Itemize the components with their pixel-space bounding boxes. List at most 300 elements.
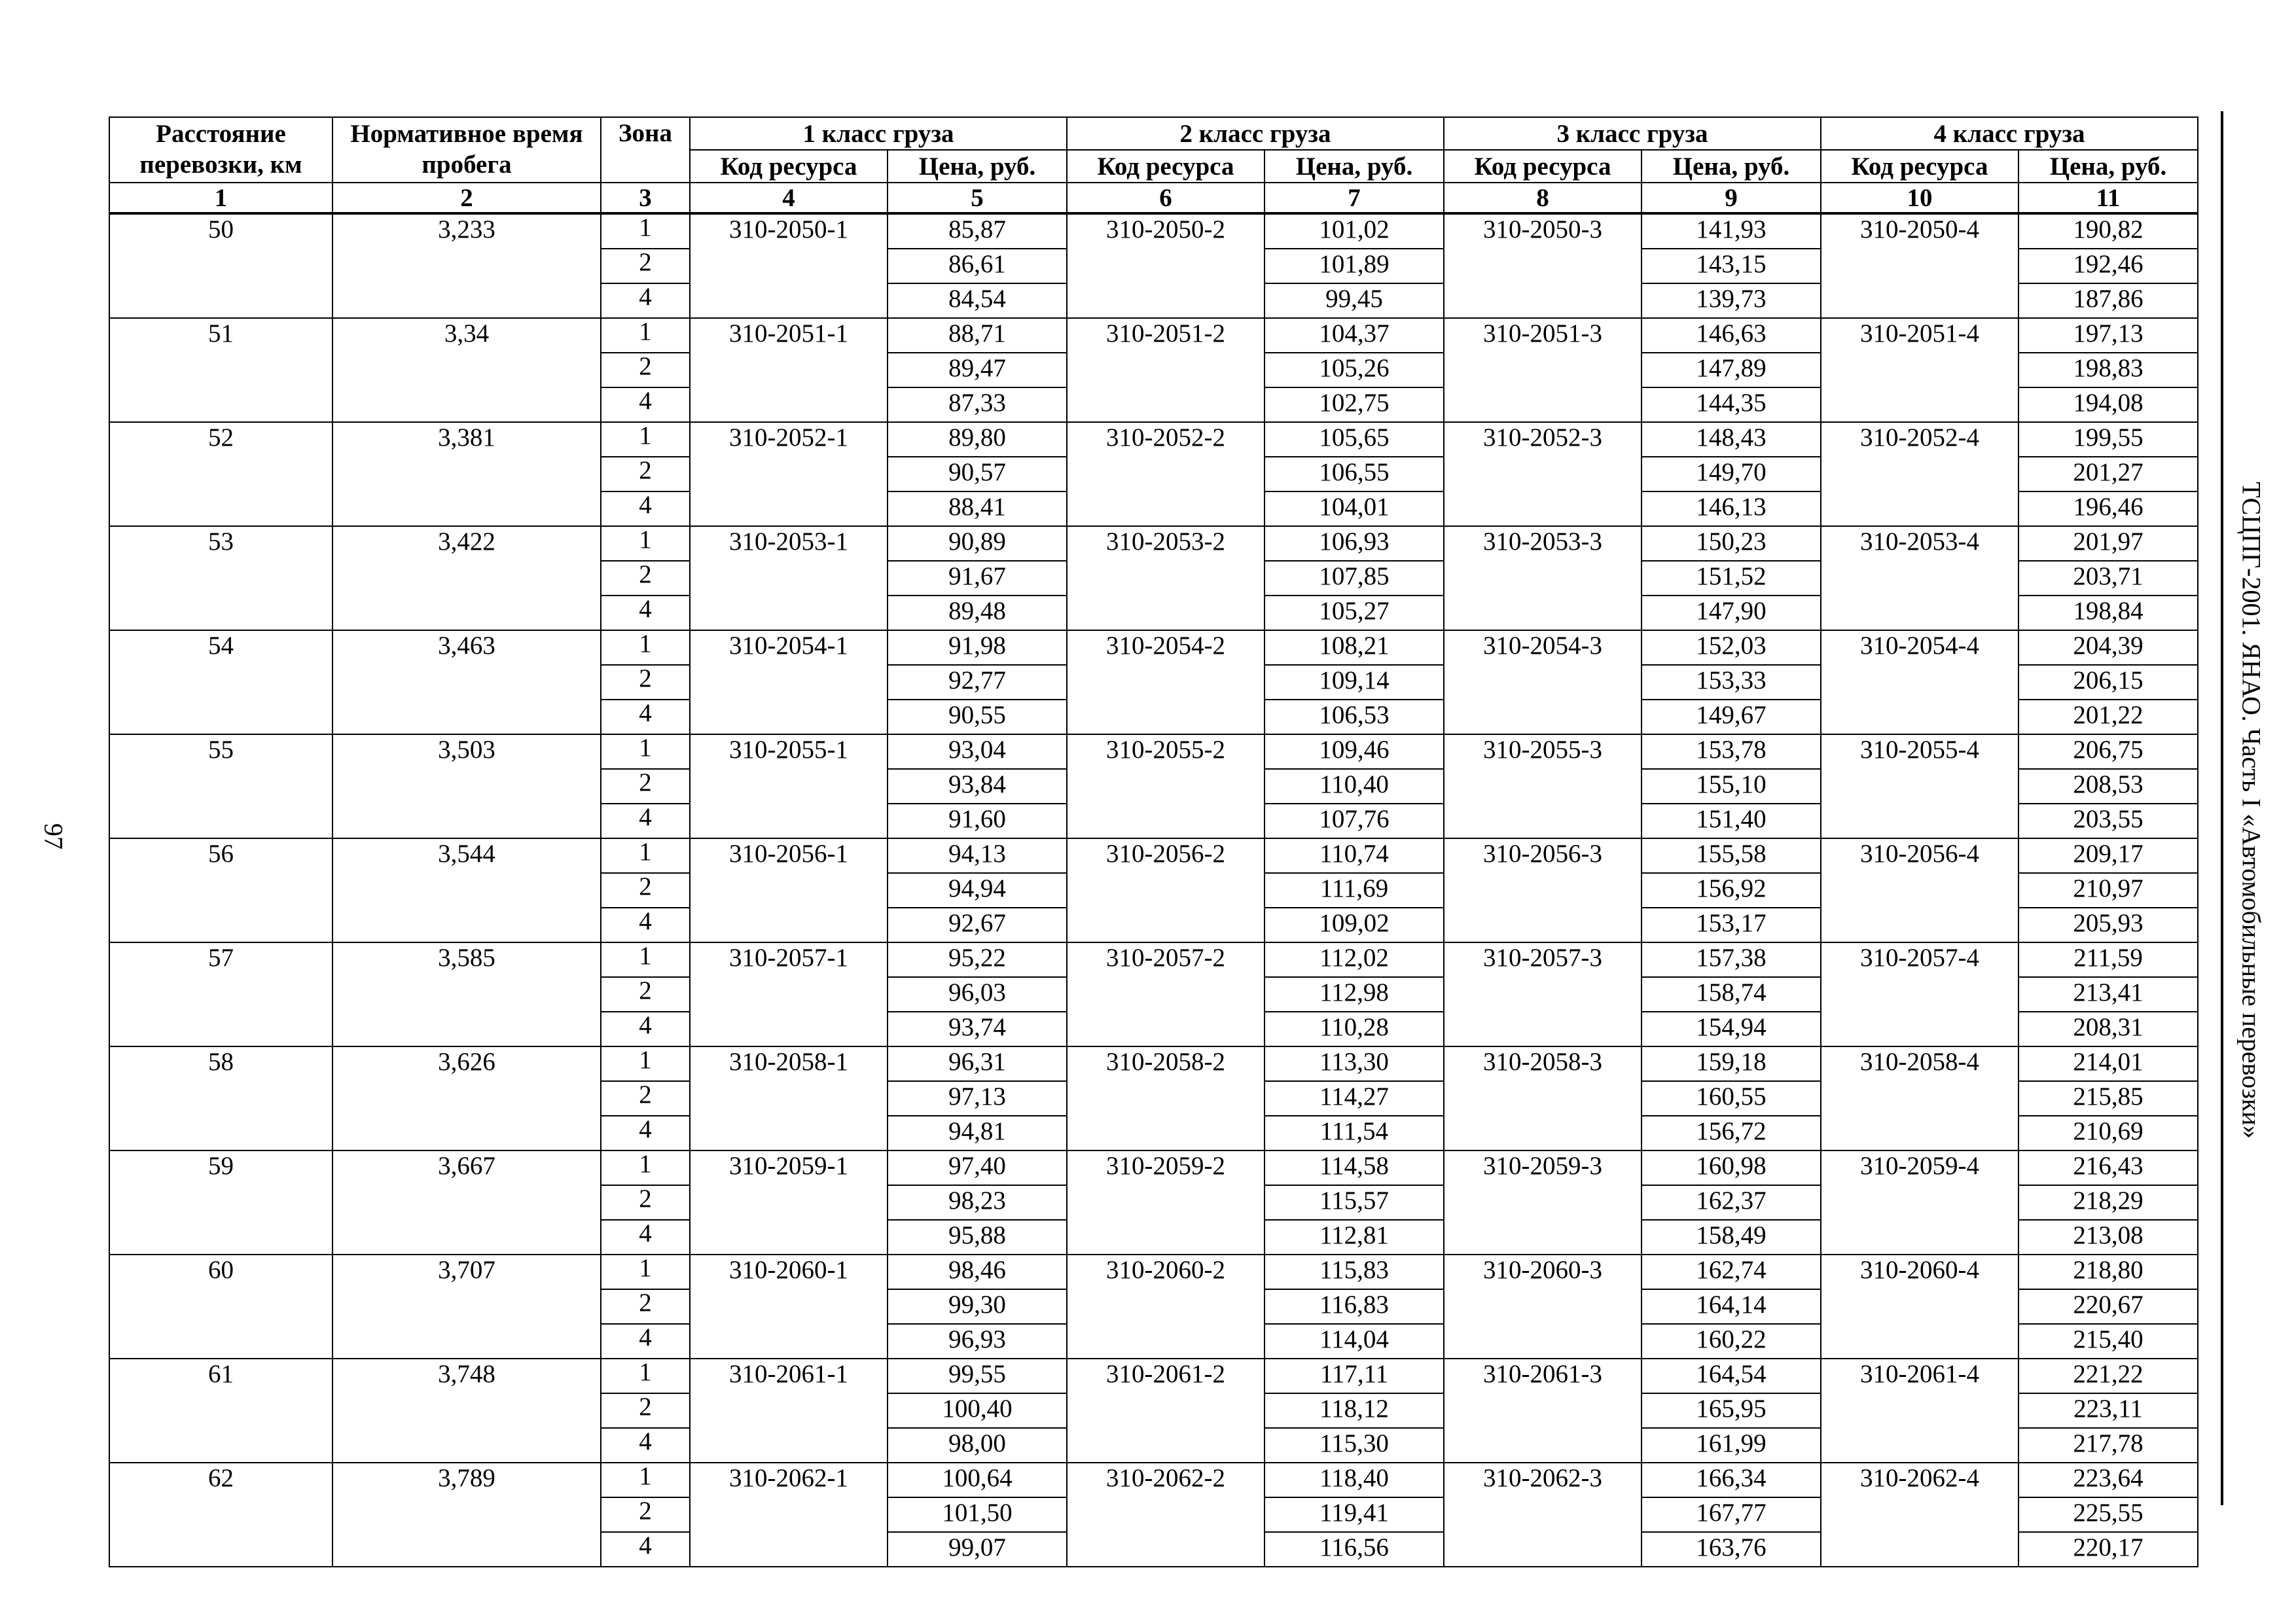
resource-code-cell: 310-2051-1 [690, 318, 888, 422]
run-time-cell: 3,789 [332, 1463, 601, 1567]
header-class-4: 4 класс груза [1821, 117, 2198, 150]
zone-cell: 2 [601, 665, 690, 700]
price-cell: 90,89 [888, 526, 1067, 561]
price-cell: 99,07 [888, 1532, 1067, 1567]
price-cell: 153,78 [1641, 734, 1821, 769]
price-cell: 114,27 [1265, 1081, 1444, 1116]
zone-cell: 2 [601, 873, 690, 908]
header-code-3: Код ресурса [1444, 150, 1641, 183]
price-cell: 143,15 [1641, 249, 1821, 283]
resource-code-cell: 310-2062-3 [1444, 1463, 1641, 1567]
column-number: 3 [601, 183, 690, 213]
price-cell: 167,77 [1641, 1497, 1821, 1532]
price-cell: 114,58 [1265, 1150, 1444, 1185]
price-cell: 165,95 [1641, 1393, 1821, 1428]
price-cell: 104,37 [1265, 318, 1444, 353]
price-cell: 96,31 [888, 1046, 1067, 1081]
price-cell: 158,49 [1641, 1220, 1821, 1255]
resource-code-cell: 310-2059-2 [1067, 1150, 1265, 1255]
price-cell: 144,35 [1641, 387, 1821, 422]
price-cell: 97,40 [888, 1150, 1067, 1185]
run-time-cell: 3,544 [332, 838, 601, 942]
resource-code-cell: 310-2060-3 [1444, 1255, 1641, 1359]
price-cell: 89,47 [888, 353, 1067, 387]
resource-code-cell: 310-2059-1 [690, 1150, 888, 1255]
resource-code-cell: 310-2056-3 [1444, 838, 1641, 942]
price-cell: 206,75 [2018, 734, 2198, 769]
price-cell: 146,63 [1641, 318, 1821, 353]
zone-cell: 4 [601, 1220, 690, 1255]
price-cell: 107,76 [1265, 804, 1444, 838]
price-cell: 110,40 [1265, 769, 1444, 804]
price-cell: 218,80 [2018, 1255, 2198, 1289]
zone-cell: 4 [601, 804, 690, 838]
price-cell: 115,57 [1265, 1185, 1444, 1220]
column-number: 1 [109, 183, 332, 213]
price-cell: 187,86 [2018, 283, 2198, 318]
header-code-2: Код ресурса [1067, 150, 1265, 183]
column-number: 8 [1444, 183, 1641, 213]
resource-code-cell: 310-2052-1 [690, 422, 888, 526]
resource-code-cell: 310-2061-2 [1067, 1359, 1265, 1463]
price-cell: 101,50 [888, 1497, 1067, 1532]
price-cell: 85,87 [888, 213, 1067, 249]
zone-cell: 2 [601, 249, 690, 283]
distance-cell: 58 [109, 1046, 332, 1150]
run-time-cell: 3,707 [332, 1255, 601, 1359]
distance-cell: 56 [109, 838, 332, 942]
distance-cell: 59 [109, 1150, 332, 1255]
price-cell: 116,56 [1265, 1532, 1444, 1567]
price-cell: 88,41 [888, 491, 1067, 526]
resource-code-cell: 310-2060-4 [1821, 1255, 2018, 1359]
price-cell: 198,83 [2018, 353, 2198, 387]
resource-code-cell: 310-2056-2 [1067, 838, 1265, 942]
price-cell: 105,65 [1265, 422, 1444, 457]
resource-code-cell: 310-2053-4 [1821, 526, 2018, 630]
price-cell: 210,97 [2018, 873, 2198, 908]
resource-code-cell: 310-2052-4 [1821, 422, 2018, 526]
resource-code-cell: 310-2054-2 [1067, 630, 1265, 734]
price-cell: 118,40 [1265, 1463, 1444, 1497]
price-cell: 201,27 [2018, 457, 2198, 491]
price-cell: 105,27 [1265, 596, 1444, 630]
price-cell: 119,41 [1265, 1497, 1444, 1532]
price-cell: 84,54 [888, 283, 1067, 318]
table-row [109, 942, 2198, 977]
price-cell: 141,93 [1641, 213, 1821, 249]
run-time-cell: 3,503 [332, 734, 601, 838]
zone-cell: 1 [601, 422, 690, 457]
distance-cell: 61 [109, 1359, 332, 1463]
price-cell: 93,04 [888, 734, 1067, 769]
price-cell: 98,00 [888, 1428, 1067, 1463]
price-cell: 90,55 [888, 700, 1067, 734]
resource-code-cell: 310-2054-1 [690, 630, 888, 734]
price-cell: 149,67 [1641, 700, 1821, 734]
header-zone: Зона [601, 117, 690, 183]
price-cell: 162,37 [1641, 1185, 1821, 1220]
price-cell: 164,54 [1641, 1359, 1821, 1393]
price-cell: 104,01 [1265, 491, 1444, 526]
price-cell: 225,55 [2018, 1497, 2198, 1532]
zone-cell: 1 [601, 1359, 690, 1393]
table-body [109, 213, 2198, 1567]
price-cell: 151,40 [1641, 804, 1821, 838]
header-price-2: Цена, руб. [1265, 150, 1444, 183]
header-class-2: 2 класс груза [1067, 117, 1444, 150]
zone-cell: 2 [601, 769, 690, 804]
run-time-cell: 3,34 [332, 318, 601, 422]
price-cell: 117,11 [1265, 1359, 1444, 1393]
price-cell: 151,52 [1641, 561, 1821, 596]
price-cell: 93,84 [888, 769, 1067, 804]
resource-code-cell: 310-2056-1 [690, 838, 888, 942]
resource-code-cell: 310-2054-4 [1821, 630, 2018, 734]
right-margin-rule [2221, 111, 2223, 1505]
distance-cell: 57 [109, 942, 332, 1046]
zone-cell: 2 [601, 1185, 690, 1220]
price-cell: 160,98 [1641, 1150, 1821, 1185]
zone-cell: 2 [601, 353, 690, 387]
distance-cell: 54 [109, 630, 332, 734]
run-time-cell: 3,463 [332, 630, 601, 734]
distance-cell: 52 [109, 422, 332, 526]
price-cell: 160,22 [1641, 1324, 1821, 1359]
zone-cell: 2 [601, 457, 690, 491]
price-cell: 211,59 [2018, 942, 2198, 977]
price-cell: 110,74 [1265, 838, 1444, 873]
price-cell: 203,71 [2018, 561, 2198, 596]
price-cell: 111,69 [1265, 873, 1444, 908]
zone-cell: 2 [601, 1081, 690, 1116]
resource-code-cell: 310-2051-3 [1444, 318, 1641, 422]
resource-code-cell: 310-2050-4 [1821, 213, 2018, 318]
price-table [109, 116, 2198, 1567]
price-cell: 199,55 [2018, 422, 2198, 457]
zone-cell: 4 [601, 387, 690, 422]
price-cell: 96,93 [888, 1324, 1067, 1359]
price-cell: 155,58 [1641, 838, 1821, 873]
distance-cell: 55 [109, 734, 332, 838]
run-time-cell: 3,381 [332, 422, 601, 526]
price-cell: 197,13 [2018, 318, 2198, 353]
zone-cell: 1 [601, 1463, 690, 1497]
table-row [109, 734, 2198, 769]
price-cell: 108,21 [1265, 630, 1444, 665]
price-cell: 95,88 [888, 1220, 1067, 1255]
resource-code-cell: 310-2062-4 [1821, 1463, 2018, 1567]
header-price-1: Цена, руб. [888, 150, 1067, 183]
price-cell: 106,55 [1265, 457, 1444, 491]
price-cell: 111,54 [1265, 1116, 1444, 1150]
run-time-cell: 3,748 [332, 1359, 601, 1463]
table-row [109, 1359, 2198, 1393]
header-price-4: Цена, руб. [2018, 150, 2198, 183]
column-number: 7 [1265, 183, 1444, 213]
resource-code-cell: 310-2051-2 [1067, 318, 1265, 422]
column-number: 9 [1641, 183, 1821, 213]
price-cell: 216,43 [2018, 1150, 2198, 1185]
resource-code-cell: 310-2053-2 [1067, 526, 1265, 630]
price-cell: 223,11 [2018, 1393, 2198, 1428]
price-cell: 210,69 [2018, 1116, 2198, 1150]
resource-code-cell: 310-2057-1 [690, 942, 888, 1046]
zone-cell: 1 [601, 213, 690, 249]
table-row [109, 1150, 2198, 1185]
zone-cell: 2 [601, 1497, 690, 1532]
zone-cell: 1 [601, 526, 690, 561]
price-cell: 115,30 [1265, 1428, 1444, 1463]
zone-cell: 1 [601, 1150, 690, 1185]
table-row [109, 526, 2198, 561]
price-cell: 213,08 [2018, 1220, 2198, 1255]
zone-cell: 2 [601, 1289, 690, 1324]
header-class-3: 3 класс груза [1444, 117, 1821, 150]
price-cell: 220,67 [2018, 1289, 2198, 1324]
price-cell: 98,23 [888, 1185, 1067, 1220]
price-cell: 217,78 [2018, 1428, 2198, 1463]
zone-cell: 2 [601, 977, 690, 1012]
price-cell: 109,02 [1265, 908, 1444, 942]
column-number: 6 [1067, 183, 1265, 213]
price-cell: 94,81 [888, 1116, 1067, 1150]
price-cell: 220,17 [2018, 1532, 2198, 1567]
table-header [109, 117, 2198, 213]
price-cell: 88,71 [888, 318, 1067, 353]
price-cell: 192,46 [2018, 249, 2198, 283]
price-cell: 92,77 [888, 665, 1067, 700]
price-cell: 148,43 [1641, 422, 1821, 457]
distance-cell: 50 [109, 213, 332, 318]
header-code-1: Код ресурса [690, 150, 888, 183]
running-title: ТСЦПГ-2001. ЯНАО. Часть I «Автомобильные перевозки» [2236, 482, 2267, 1139]
column-number: 4 [690, 183, 888, 213]
run-time-cell: 3,585 [332, 942, 601, 1046]
price-cell: 203,55 [2018, 804, 2198, 838]
price-cell: 149,70 [1641, 457, 1821, 491]
zone-cell: 4 [601, 908, 690, 942]
zone-cell: 2 [601, 1393, 690, 1428]
zone-cell: 4 [601, 491, 690, 526]
price-cell: 96,03 [888, 977, 1067, 1012]
price-cell: 213,41 [2018, 977, 2198, 1012]
price-cell: 115,83 [1265, 1255, 1444, 1289]
price-cell: 99,30 [888, 1289, 1067, 1324]
price-cell: 118,12 [1265, 1393, 1444, 1428]
header-time: Нормативное время пробега [332, 117, 601, 183]
zone-cell: 4 [601, 1012, 690, 1046]
header-price-3: Цена, руб. [1641, 150, 1821, 183]
resource-code-cell: 310-2058-4 [1821, 1046, 2018, 1150]
price-cell: 112,81 [1265, 1220, 1444, 1255]
resource-code-cell: 310-2060-2 [1067, 1255, 1265, 1359]
resource-code-cell: 310-2056-4 [1821, 838, 2018, 942]
price-cell: 94,13 [888, 838, 1067, 873]
price-cell: 163,76 [1641, 1532, 1821, 1567]
resource-code-cell: 310-2061-1 [690, 1359, 888, 1463]
price-cell: 215,40 [2018, 1324, 2198, 1359]
price-cell: 204,39 [2018, 630, 2198, 665]
price-cell: 101,02 [1265, 213, 1444, 249]
table-row [109, 213, 2198, 249]
price-cell: 150,23 [1641, 526, 1821, 561]
price-cell: 95,22 [888, 942, 1067, 977]
price-cell: 218,29 [2018, 1185, 2198, 1220]
price-cell: 146,13 [1641, 491, 1821, 526]
header-class-1: 1 класс груза [690, 117, 1067, 150]
zone-cell: 1 [601, 734, 690, 769]
price-cell: 97,13 [888, 1081, 1067, 1116]
zone-cell: 4 [601, 1532, 690, 1567]
price-cell: 109,14 [1265, 665, 1444, 700]
price-cell: 166,34 [1641, 1463, 1821, 1497]
price-cell: 208,31 [2018, 1012, 2198, 1046]
price-cell: 110,28 [1265, 1012, 1444, 1046]
resource-code-cell: 310-2058-3 [1444, 1046, 1641, 1150]
price-cell: 93,74 [888, 1012, 1067, 1046]
price-cell: 113,30 [1265, 1046, 1444, 1081]
price-cell: 91,60 [888, 804, 1067, 838]
price-cell: 156,92 [1641, 873, 1821, 908]
zone-cell: 1 [601, 318, 690, 353]
price-cell: 205,93 [2018, 908, 2198, 942]
distance-cell: 62 [109, 1463, 332, 1567]
price-cell: 86,61 [888, 249, 1067, 283]
zone-cell: 4 [601, 1324, 690, 1359]
distance-cell: 60 [109, 1255, 332, 1359]
price-cell: 153,33 [1641, 665, 1821, 700]
resource-code-cell: 310-2062-2 [1067, 1463, 1265, 1567]
distance-cell: 53 [109, 526, 332, 630]
price-cell: 89,80 [888, 422, 1067, 457]
price-cell: 112,98 [1265, 977, 1444, 1012]
price-cell: 159,18 [1641, 1046, 1821, 1081]
table-row [109, 1463, 2198, 1497]
price-cell: 89,48 [888, 596, 1067, 630]
zone-cell: 4 [601, 1428, 690, 1463]
price-cell: 201,22 [2018, 700, 2198, 734]
price-cell: 147,90 [1641, 596, 1821, 630]
price-cell: 152,03 [1641, 630, 1821, 665]
price-cell: 100,64 [888, 1463, 1067, 1497]
resource-code-cell: 310-2055-2 [1067, 734, 1265, 838]
price-cell: 114,04 [1265, 1324, 1444, 1359]
price-cell: 198,84 [2018, 596, 2198, 630]
price-cell: 194,08 [2018, 387, 2198, 422]
price-cell: 87,33 [888, 387, 1067, 422]
column-number: 11 [2018, 183, 2198, 213]
run-time-cell: 3,422 [332, 526, 601, 630]
price-cell: 107,85 [1265, 561, 1444, 596]
price-cell: 106,93 [1265, 526, 1444, 561]
resource-code-cell: 310-2050-3 [1444, 213, 1641, 318]
resource-code-cell: 310-2055-1 [690, 734, 888, 838]
price-cell: 105,26 [1265, 353, 1444, 387]
price-cell: 158,74 [1641, 977, 1821, 1012]
price-cell: 221,22 [2018, 1359, 2198, 1393]
price-cell: 223,64 [2018, 1463, 2198, 1497]
price-cell: 94,94 [888, 873, 1067, 908]
price-cell: 99,45 [1265, 283, 1444, 318]
price-cell: 206,15 [2018, 665, 2198, 700]
table-row [109, 318, 2198, 353]
zone-cell: 1 [601, 942, 690, 977]
zone-cell: 4 [601, 596, 690, 630]
run-time-cell: 3,667 [332, 1150, 601, 1255]
resource-code-cell: 310-2062-1 [690, 1463, 888, 1567]
header-code-4: Код ресурса [1821, 150, 2018, 183]
price-cell: 112,02 [1265, 942, 1444, 977]
zone-cell: 4 [601, 1116, 690, 1150]
price-cell: 208,53 [2018, 769, 2198, 804]
price-cell: 116,83 [1265, 1289, 1444, 1324]
resource-code-cell: 310-2059-3 [1444, 1150, 1641, 1255]
page-number: 97 [39, 823, 69, 849]
price-cell: 160,55 [1641, 1081, 1821, 1116]
header-distance: Расстояние перевозки, км [109, 117, 332, 183]
price-cell: 215,85 [2018, 1081, 2198, 1116]
price-cell: 156,72 [1641, 1116, 1821, 1150]
zone-cell: 1 [601, 630, 690, 665]
price-cell: 101,89 [1265, 249, 1444, 283]
resource-code-cell: 310-2050-1 [690, 213, 888, 318]
resource-code-cell: 310-2060-1 [690, 1255, 888, 1359]
resource-code-cell: 310-2061-4 [1821, 1359, 2018, 1463]
table-row [109, 422, 2198, 457]
resource-code-cell: 310-2051-4 [1821, 318, 2018, 422]
resource-code-cell: 310-2057-3 [1444, 942, 1641, 1046]
price-cell: 155,10 [1641, 769, 1821, 804]
resource-code-cell: 310-2054-3 [1444, 630, 1641, 734]
price-cell: 92,67 [888, 908, 1067, 942]
price-cell: 100,40 [888, 1393, 1067, 1428]
resource-code-cell: 310-2055-3 [1444, 734, 1641, 838]
run-time-cell: 3,626 [332, 1046, 601, 1150]
zone-cell: 1 [601, 1255, 690, 1289]
price-cell: 157,38 [1641, 942, 1821, 977]
table-row [109, 1255, 2198, 1289]
price-cell: 209,17 [2018, 838, 2198, 873]
price-cell: 91,98 [888, 630, 1067, 665]
resource-code-cell: 310-2053-3 [1444, 526, 1641, 630]
price-cell: 102,75 [1265, 387, 1444, 422]
resource-code-cell: 310-2061-3 [1444, 1359, 1641, 1463]
price-cell: 139,73 [1641, 283, 1821, 318]
price-cell: 196,46 [2018, 491, 2198, 526]
price-cell: 147,89 [1641, 353, 1821, 387]
price-cell: 90,57 [888, 457, 1067, 491]
column-number: 5 [888, 183, 1067, 213]
distance-cell: 51 [109, 318, 332, 422]
resource-code-cell: 310-2050-2 [1067, 213, 1265, 318]
table-row [109, 630, 2198, 665]
column-number: 10 [1821, 183, 2018, 213]
resource-code-cell: 310-2059-4 [1821, 1150, 2018, 1255]
zone-cell: 1 [601, 1046, 690, 1081]
resource-code-cell: 310-2055-4 [1821, 734, 2018, 838]
table-row [109, 1046, 2198, 1081]
resource-code-cell: 310-2052-2 [1067, 422, 1265, 526]
zone-cell: 1 [601, 838, 690, 873]
resource-code-cell: 310-2057-2 [1067, 942, 1265, 1046]
price-cell: 161,99 [1641, 1428, 1821, 1463]
column-number: 2 [332, 183, 601, 213]
price-cell: 153,17 [1641, 908, 1821, 942]
zone-cell: 4 [601, 700, 690, 734]
price-cell: 109,46 [1265, 734, 1444, 769]
price-cell: 201,97 [2018, 526, 2198, 561]
